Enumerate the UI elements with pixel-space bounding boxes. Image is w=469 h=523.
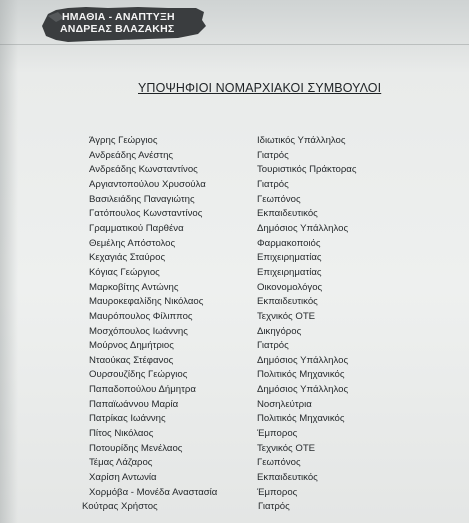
candidate-row (0, 164, 469, 178)
party-logo (38, 4, 206, 42)
candidate-occupation: Εκπαιδευτικός (257, 208, 318, 220)
candidate-occupation: Εκπαιδευτικός (257, 471, 318, 483)
candidate-row (0, 208, 469, 222)
candidate-name: Μοσχόπουλος Ιωάννης (89, 325, 188, 337)
candidate-row (0, 443, 469, 457)
candidate-occupation: Δικηγόρος (257, 325, 302, 337)
candidate-occupation: Τεχνικός ΟΤΕ (257, 310, 316, 322)
candidate-row (0, 384, 469, 398)
candidate-name: Κεχαγιάς Σταύρος (89, 252, 166, 264)
candidate-name: Μαρκοβίτης Αντώνης (89, 281, 179, 293)
candidate-occupation: Έμπορος (257, 428, 298, 439)
candidate-occupation: Επιχειρηματίας (257, 252, 322, 264)
candidate-row (0, 428, 469, 442)
candidate-name: Παπαδοπούλου Δήμητρα (89, 384, 196, 396)
candidate-occupation: Γεωπόνος (257, 457, 301, 469)
candidate-name: Πατρίκας Ιωάννης (89, 413, 166, 425)
candidate-row (0, 267, 469, 281)
page-title: ΥΠΟΨΗΦΙΟΙ ΝΟΜΑΡΧΙΑΚΟΙ ΣΥΜΒΟΥΛΟΙ (138, 81, 382, 95)
candidate-row (0, 369, 469, 383)
candidate-name: Χαρίση Αντωνία (89, 471, 157, 483)
candidate-occupation: Γιατρός (257, 178, 289, 190)
candidate-occupation: Επιχειρηματίας (257, 266, 322, 278)
candidate-occupation: Δημόσιος Υπάλληλος (257, 222, 349, 234)
candidate-row (0, 457, 469, 471)
candidate-row (0, 194, 469, 208)
candidate-row (0, 179, 469, 193)
candidate-occupation: Έμπορος (257, 486, 298, 498)
candidate-occupation: Φαρμακοποιός (257, 237, 321, 249)
candidate-name: Χορμόβα - Μονέδα Αναστασία (89, 486, 218, 498)
candidate-row (0, 501, 469, 515)
logo-line-2: ΑΝΔΡΕΑΣ ΒΛΑΖΑΚΗΣ (60, 23, 175, 35)
candidate-row (0, 223, 469, 237)
candidate-name: Μαυροκεφαλίδης Νικόλαος (89, 296, 204, 308)
candidate-occupation: Τουριστικός Πράκτορας (257, 164, 357, 176)
candidate-occupation: Γιατρός (257, 340, 289, 352)
candidate-name: Μούρνος Δημήτριος (89, 340, 174, 352)
candidate-occupation: Νοσηλεύτρια (257, 398, 312, 410)
candidate-name: Βασιλειάδης Παναγιώτης (89, 193, 195, 205)
candidate-name: Νταούκας Στέφανος (89, 354, 174, 366)
candidate-name: Παπαϊωάννου Μαρία (89, 398, 179, 410)
candidate-occupation: Δημόσιος Υπάλληλος (257, 354, 349, 366)
candidate-row (0, 135, 469, 149)
candidate-name: Άγρης Γεώργιος (89, 135, 158, 146)
candidate-row (0, 487, 469, 501)
candidate-row (0, 355, 469, 369)
candidate-row (0, 252, 469, 266)
candidate-row (0, 326, 469, 340)
candidate-row (0, 238, 469, 252)
candidate-name: Πίτος Νικόλαος (89, 428, 154, 439)
candidate-row (0, 311, 469, 325)
candidate-name: Θεμέλης Απόστολος (89, 237, 176, 249)
candidate-name: Τέμας Λάζαρος (89, 457, 153, 469)
candidate-name: Γραμματικού Παρθένα (89, 222, 184, 234)
candidate-occupation: Πολιτικός Μηχανικός (257, 413, 345, 425)
candidate-occupation: Δημόσιος Υπάλληλος (257, 384, 349, 396)
candidate-name: Κούτρας Χρήστος (82, 501, 158, 513)
candidate-occupation: Γιατρός (257, 149, 289, 161)
candidate-name: Ανδρεάδης Κωνσταντίνος (89, 164, 198, 176)
candidate-name: Ανδρεάδης Ανέστης (89, 149, 174, 161)
candidate-name: Ουρσουζίδης Γεώργιος (89, 369, 188, 381)
candidate-name: Ποτουρίδης Μενέλαος (89, 442, 183, 454)
candidate-row (0, 399, 469, 413)
logo-line-1: ΗΜΑΘΙΑ - ΑΝΑΠΤΥΞΗ (62, 11, 175, 23)
candidate-row (0, 282, 469, 296)
fold-line (0, 44, 469, 45)
candidate-row (0, 413, 469, 427)
candidate-name: Γατόπουλος Κωνσταντίνος (89, 208, 203, 220)
candidate-occupation: Ιδιωτικός Υπάλληλος (257, 135, 346, 146)
candidate-name: Κόγιας Γεώργιος (89, 266, 160, 278)
candidate-occupation: Πολιτικός Μηχανικός (257, 369, 345, 381)
candidate-row (0, 296, 469, 310)
candidate-occupation: Γεωπόνος (257, 193, 301, 205)
candidate-occupation: Γιατρός (258, 501, 290, 513)
candidate-occupation: Οικονομολόγος (257, 281, 323, 293)
candidate-row (0, 472, 469, 486)
candidate-row (0, 150, 469, 164)
candidate-row (0, 340, 469, 354)
candidate-occupation: Τεχνικός ΟΤΕ (257, 442, 316, 454)
candidate-name: Αργιαντοπούλου Χρυσούλα (89, 178, 206, 190)
candidate-name: Μαυρόπουλος Φίλιππος (89, 310, 193, 322)
candidate-occupation: Εκπαιδευτικός (257, 296, 318, 308)
